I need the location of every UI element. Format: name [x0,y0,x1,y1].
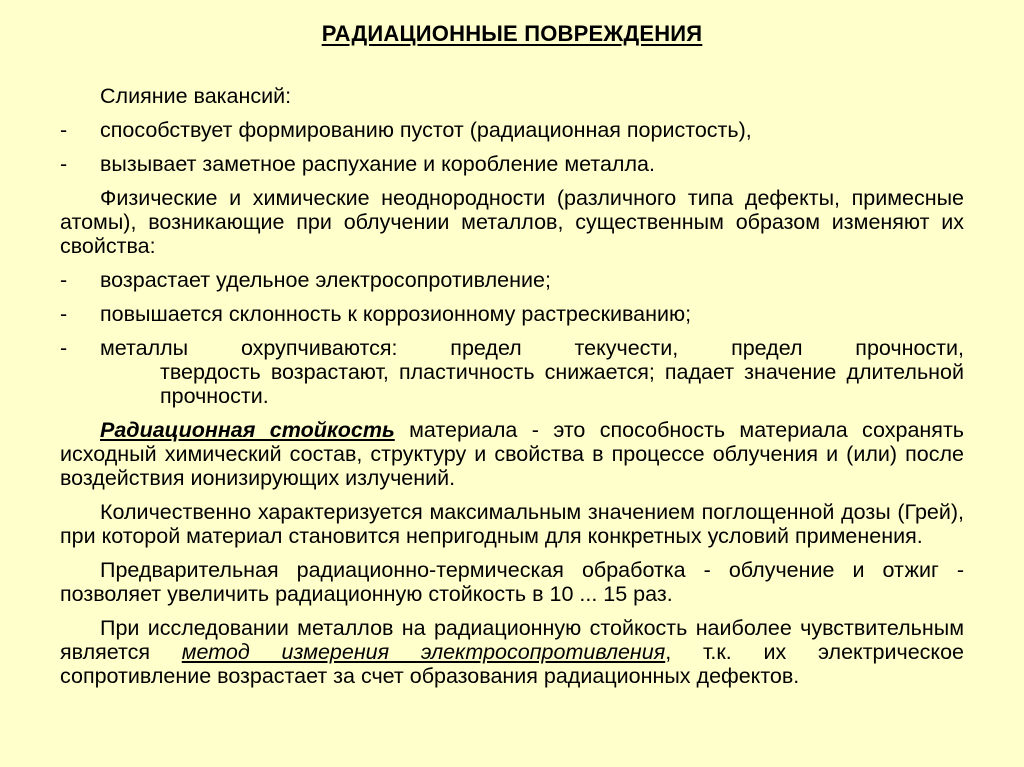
resistance-definition [60,418,964,490]
quantity-paragraph: Количественно характеризуется максимальным значением поглощенной дозы (Грей), при которой материал становится непригодным для конкретных условий применения. [60,500,964,548]
slide-body [60,84,964,688]
vacancy-intro: Слияние вакансий: [100,84,292,108]
dash-marker: - [60,336,68,360]
list-item [60,152,964,176]
list-item [60,302,964,326]
pretreatment-paragraph: Предварительная радиационно-термическая обработка - облучение и отжиг - позволяет увеличить радиационную стойкость в 10 ... 15 раз. [60,558,964,606]
dash-marker: - [60,268,68,292]
inhomogeneity-paragraph: Физические и химические неоднородности (различного типа дефекты, примесные атомы), возникающие при облучении металлов, существенным образом изменяют их свойства: [60,186,964,258]
list-item-embrittlement [60,336,964,408]
dash-marker: - [60,302,68,326]
list-item [60,118,964,142]
slide-title: РАДИАЦИОННЫЕ ПОВРЕЖДЕНИЯ [321,21,703,46]
research-paragraph [60,616,964,688]
resistance-definition-text: материала - это способность материала сохранять исходный химический состав, структуру и свойства в процессе облучения и (или) после воздействия ионизирующих излучений. [60,418,964,490]
dash-marker: - [60,118,68,142]
research-text-before: При исследовании металлов на радиационную стойкость наиболее чувствительным является [60,616,964,664]
list-item [60,268,964,292]
resistance-term: Радиационная стойкость [100,418,395,442]
dash-marker: - [60,152,68,176]
list-item-text: повышается склонность к коррозионному растрескиванию; [100,302,692,326]
research-text-after: , т.к. их электрическое сопротивление возрастает за счет образования радиационных дефектов. [60,640,964,688]
list-item-continuation: твердость возрастают, пластичность снижается; падает значение длительной прочности. [160,360,964,408]
list-item-text: металлы охрупчиваются: предел текучести, предел прочности, [100,336,964,360]
list-item-text: способствует формированию пустот (радиационная пористость), [100,118,752,142]
method-link: метод измерения электросопротивления [181,640,666,664]
list-item-text: вызывает заметное распухание и коробление металла. [100,152,655,176]
list-item-text: возрастает удельное электросопротивление; [100,268,551,292]
